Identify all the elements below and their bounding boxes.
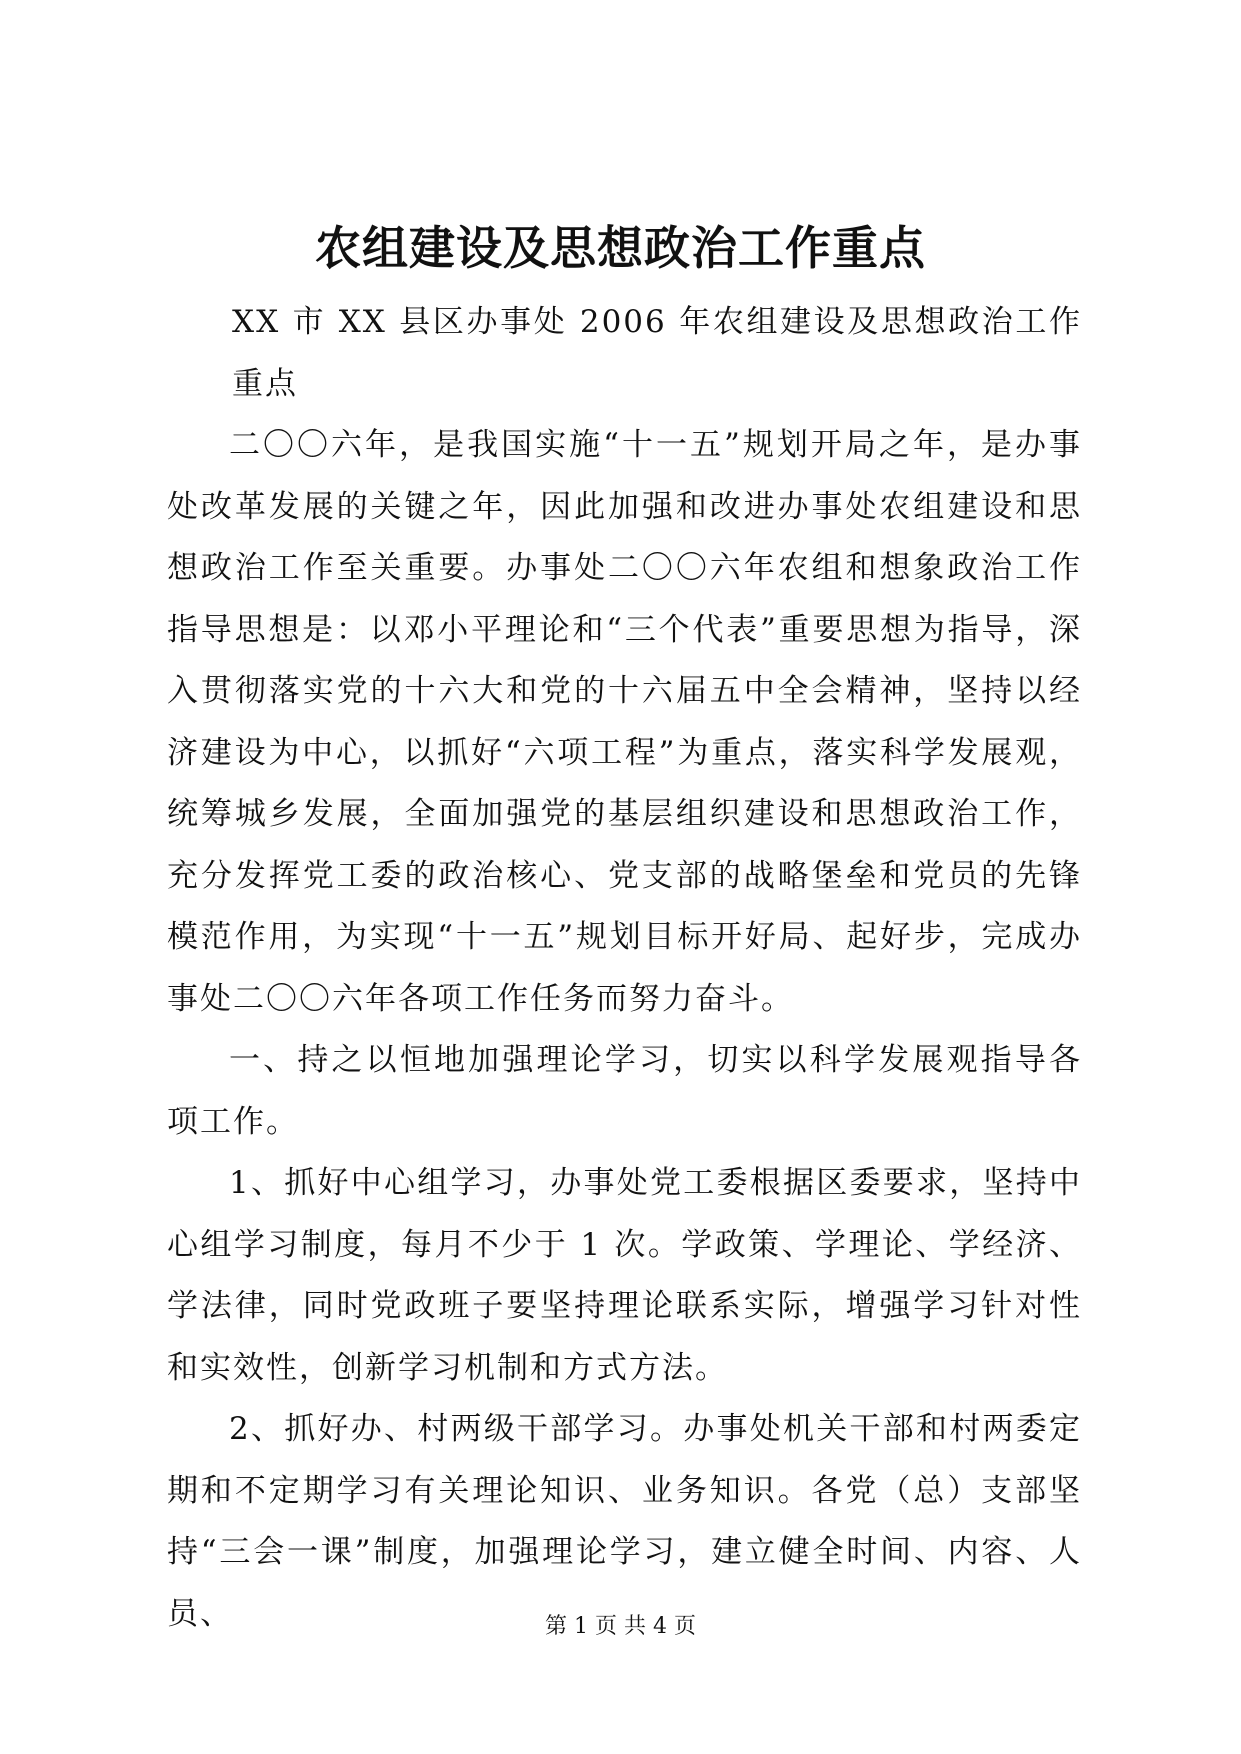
document-title: 农组建设及思想政治工作重点 (315, 221, 926, 275)
paragraph-item-one: 1、抓好中心组学习，办事处党工委根据区委要求，坚持中心组学习制度，每月不少于 1 次。学政策、学理论、学经济、学法律，同时党政班子要坚持理论联系实际，增强学习针对性和实效性，创新学习机制和方式方法。 (167, 1165, 1082, 1386)
paragraph-guiding-thought: 二〇〇六年，是我国实施“十一五”规划开局之年，是办事处改革发展的关键之年，因此加强和改进办事处农组建设和思想政治工作至关重要。办事处二〇〇六年农组和想象政治工作指导思想是：以邓小平理论和“三个代表”重要思想为指导，深入贯彻落实党的十六大和党的十六届五中全会精神，坚持以经济建设为中心，以抓好“六项工程”为重点，落实科学发展观，统筹城乡发展，全面加强党的基层组织建设和思想政治工作，充分发挥党工委的政治核心、党支部的战略堡垒和党员的先锋模范作用，为实现“十一五”规划目标开好局、起好步，完成办事处二〇〇六年各项工作任务而努力奋斗。 (167, 427, 1082, 1017)
document-body (167, 292, 1082, 1645)
document-subtitle: XX 市 XX 县区办事处 2006 年农组建设及思想政治工作重点 (232, 304, 1082, 402)
page-number-footer: 第 1 页 共 4 页 (545, 1614, 696, 1639)
paragraph-item-two: 2、抓好办、村两级干部学习。办事处机关干部和村两委定期和不定期学习有关理论知识、业务知识。各党（总）支部坚持“三会一课”制度，加强理论学习，建立健全时间、内容、人员、 (167, 1411, 1082, 1632)
paragraph-section-one-heading: 一、持之以恒地加强理论学习，切实以科学发展观指导各项工作。 (167, 1042, 1082, 1140)
